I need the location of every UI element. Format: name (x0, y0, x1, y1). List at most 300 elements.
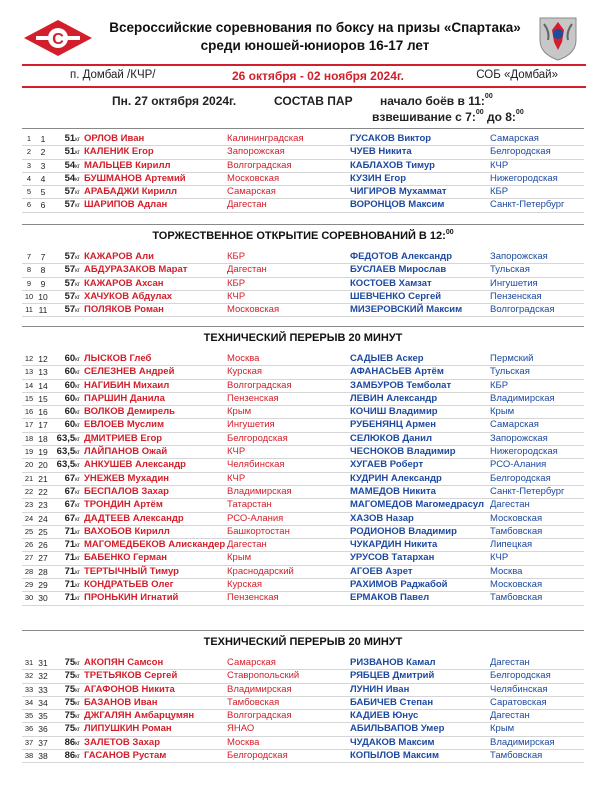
bout-row (22, 278, 584, 291)
red-corner-region: КБР (227, 251, 246, 262)
bout-index: 20 (24, 460, 34, 470)
blue-corner-region: Санкт-Петербург (490, 485, 565, 497)
bout-number: 8 (40, 265, 46, 276)
red-corner-boxer: БАБЕНКО Герман (84, 552, 167, 564)
bout-row (22, 366, 584, 379)
bout-index: 38 (24, 751, 34, 761)
blue-corner-boxer: БАБИЧЕВ Степан (350, 696, 434, 708)
event-dates: 26 октября - 02 ноября 2024г. (232, 69, 404, 83)
blue-corner-boxer: ЛУНИН Иван (350, 683, 410, 695)
weight-class: 63,5кг (56, 446, 80, 458)
bout-row (22, 186, 584, 199)
blue-corner-region: РСО-Алания (490, 459, 547, 471)
title-line-1: Всероссийские соревнования по боксу на призы «Спартака» (109, 20, 521, 35)
bout-index: 18 (24, 433, 34, 443)
red-corner-region: Белгородская (227, 432, 288, 444)
red-corner-boxer: ДМИТРИЕВ Егор (84, 432, 163, 444)
red-corner-region: Крым (227, 552, 252, 564)
blue-corner-region: Московская (490, 579, 543, 591)
bout-number: 24 (38, 513, 48, 524)
blue-corner-boxer: ЧУКАРДИН Никита (350, 539, 438, 551)
federation-emblem-icon (534, 10, 582, 62)
red-corner-region: Татарстан (227, 499, 272, 511)
bout-index: 19 (24, 447, 34, 457)
bout-index: 14 (24, 380, 34, 390)
red-corner-boxer: ОРЛОВ Иван (84, 133, 145, 144)
weight-class: 60кг (64, 379, 80, 391)
bout-number: 19 (38, 447, 48, 458)
bout-number: 28 (38, 566, 48, 577)
red-corner-region: Волгоградская (227, 379, 292, 391)
blue-corner-boxer: АГОЕВ Азрет (350, 565, 413, 577)
red-corner-boxer: КАЖАРОВ Али (84, 251, 154, 262)
red-corner-boxer: ПОЛЯКОВ Роман (84, 304, 164, 316)
bout-index: 22 (24, 486, 34, 496)
blue-corner-region: Крым (490, 406, 515, 418)
blue-corner-boxer: КОПЫЛОВ Максим (350, 750, 439, 762)
red-corner-region: Пензенская (227, 392, 279, 404)
blue-corner-region: Дагестан (490, 499, 530, 511)
bout-row (22, 566, 584, 579)
blue-corner-region: КЧР (490, 552, 509, 564)
weight-class: 54кг (64, 159, 80, 171)
blue-corner-boxer: КУЗИН Егор (350, 172, 406, 184)
blue-corner-region: Белгородская (490, 146, 551, 158)
blue-corner-boxer: ФЕДОТОВ Александр (350, 251, 452, 262)
bout-index: 7 (26, 252, 32, 261)
bout-index: 17 (24, 420, 34, 430)
weight-class: 75кг (64, 723, 80, 735)
bout-number: 37 (38, 737, 48, 748)
red-corner-boxer: ЕВЛОЕВ Муслим (84, 419, 164, 431)
red-corner-region: Челябинская (227, 459, 285, 471)
blue-corner-boxer: ХАЗОВ Назар (350, 512, 414, 524)
red-corner-region: Калининградская (227, 133, 304, 144)
red-corner-boxer: ЛИПУШКИН Роман (84, 723, 172, 735)
bout-number: 27 (38, 553, 48, 564)
red-corner-boxer: АКОПЯН Самсон (84, 657, 164, 668)
red-corner-region: ЯНАО (227, 723, 255, 735)
red-corner-boxer: СЕЛЕЗНЕВ Андрей (84, 366, 175, 378)
blue-corner-boxer: КУДРИН Александр (350, 472, 442, 484)
bout-row (22, 304, 584, 317)
red-corner-region: Владимирская (227, 485, 292, 497)
bout-index: 25 (24, 526, 34, 536)
bout-index: 6 (26, 200, 32, 210)
bout-number: 9 (40, 278, 46, 289)
weight-class: 60кг (64, 392, 80, 404)
blue-corner-boxer: ЧИГИРОВ Мухаммат (350, 186, 447, 198)
blue-corner-boxer: РЯБЦЕВ Дмитрий (350, 670, 435, 682)
bout-row (22, 579, 584, 592)
bout-row (22, 526, 584, 539)
divider (22, 630, 584, 631)
pairs-title: СОСТАВ ПАР (274, 94, 353, 108)
bout-index: 12 (24, 354, 34, 363)
blue-corner-boxer: АФАНАСЬЕВ Артём (350, 366, 444, 378)
bout-number: 13 (38, 367, 48, 378)
red-corner-region: КЧР (227, 472, 246, 484)
red-corner-boxer: АБДУРАЗАКОВ Марат (84, 264, 188, 276)
bout-number: 32 (38, 671, 48, 682)
weight-class: 71кг (64, 579, 80, 591)
blue-corner-boxer: КАБЛАХОВ Тимур (350, 159, 435, 171)
weight-class: 60кг (64, 419, 80, 431)
bout-row (22, 406, 584, 419)
bouts-table-1 (22, 133, 584, 213)
bout-index: 23 (24, 500, 34, 510)
weight-class: 71кг (64, 539, 80, 551)
weight-class: 57кг (64, 277, 80, 289)
red-corner-region: Курская (227, 579, 263, 591)
divider (22, 224, 584, 225)
weight-class: 51кг (64, 146, 80, 158)
bout-index: 3 (26, 160, 32, 170)
red-corner-boxer: ДЖГАЛЯН Амбарцумян (84, 710, 195, 722)
red-corner-region: Башкортостан (227, 525, 290, 537)
red-corner-region: Ставропольский (227, 670, 300, 682)
blue-corner-region: Нижегородская (490, 446, 558, 458)
red-corner-region: КБР (227, 277, 246, 289)
bout-number: 17 (38, 420, 48, 431)
blue-corner-region: КЧР (490, 159, 509, 171)
event-location: п. Домбай /КЧР/ (70, 69, 156, 81)
blue-corner-boxer: ЧУДАКОВ Максим (350, 736, 435, 748)
bout-number: 7 (40, 252, 46, 262)
weigh-in-time: взвешивание с 7:$^{00}$ до 8:$^{00}$ (372, 109, 524, 124)
bout-row (22, 160, 584, 173)
bout-index: 27 (24, 553, 34, 563)
bout-number: 26 (38, 540, 48, 551)
red-corner-region: Дагестан (227, 264, 267, 276)
weight-class: 75кг (64, 657, 80, 668)
bout-index: 9 (26, 278, 32, 288)
weight-class: 57кг (64, 199, 80, 211)
bout-index: 29 (24, 580, 34, 590)
blue-corner-boxer: АБИЛЬВАПОВ Умер (350, 723, 445, 735)
weight-class: 51кг (64, 133, 80, 144)
bout-row (22, 419, 584, 432)
bout-index: 21 (24, 473, 34, 483)
bout-number: 18 (38, 433, 48, 444)
weight-class: 60кг (64, 406, 80, 418)
bout-row (22, 592, 584, 605)
bout-row (22, 737, 584, 750)
bout-row (22, 446, 584, 459)
bout-number: 1 (40, 134, 46, 144)
blue-corner-boxer: БУСЛАЕВ Мирослав (350, 264, 447, 276)
red-corner-boxer: ХАЧУКОВ Абдулах (84, 290, 173, 302)
red-corner-boxer: УНЕЖЕВ Мухадин (84, 472, 170, 484)
blue-corner-boxer: КОЧИШ Владимир (350, 406, 438, 418)
section-heading-break-2: ТЕХНИЧЕСКИЙ ПЕРЕРЫВ 20 МИНУТ (203, 636, 403, 648)
bout-row (22, 539, 584, 552)
bout-row (22, 251, 584, 264)
weight-class: 75кг (64, 710, 80, 722)
red-corner-region: Запорожская (227, 146, 285, 158)
bout-number: 21 (38, 473, 48, 484)
blue-corner-boxer: ШЕВЧЕНКО Сергей (350, 290, 442, 302)
bout-row (22, 723, 584, 736)
red-corner-region: Волгоградская (227, 159, 292, 171)
bout-row (22, 459, 584, 472)
bout-row (22, 670, 584, 683)
bout-index: 5 (26, 187, 32, 197)
red-corner-boxer: ТЕРТЫЧНЫЙ Тимур (84, 565, 179, 577)
blue-corner-region: КБР (490, 186, 509, 198)
bout-number: 10 (38, 291, 48, 302)
bout-number: 34 (38, 697, 48, 708)
blue-corner-boxer: РОДИОНОВ Владимир (350, 525, 457, 537)
blue-corner-region: Запорожская (490, 432, 548, 444)
bout-number: 3 (40, 160, 46, 171)
red-corner-region: Краснодарский (227, 565, 294, 577)
blue-corner-region: Запорожская (490, 251, 548, 262)
blue-corner-region: Владимирская (490, 736, 555, 748)
svg-text:С: С (52, 31, 64, 48)
spartak-logo (22, 18, 94, 58)
divider (22, 326, 584, 327)
blue-corner-boxer: ЧЕСНОКОВ Владимир (350, 446, 456, 458)
bout-number: 36 (38, 724, 48, 735)
bout-index: 26 (24, 540, 34, 550)
bout-row (22, 486, 584, 499)
red-corner-boxer: АРАБАДЖИ Кирилл (84, 186, 178, 198)
start-time: начало боёв в 11:$^{00}$ (380, 93, 493, 108)
blue-corner-region: Москва (490, 565, 523, 577)
bout-number: 31 (38, 658, 48, 668)
red-corner-region: Самарская (227, 657, 276, 668)
red-corner-region: Белгородская (227, 750, 288, 762)
red-corner-region: Курская (227, 366, 263, 378)
blue-corner-region: Московская (490, 512, 543, 524)
red-corner-boxer: ТРОНДИН Артём (84, 499, 163, 511)
blue-corner-region: Самарская (490, 133, 539, 144)
blue-corner-boxer: ГУСАКОВ Виктор (350, 133, 432, 144)
weight-class: 67кг (64, 472, 80, 484)
bout-index: 37 (24, 737, 34, 747)
blue-corner-region: Пермский (490, 353, 534, 364)
blue-corner-boxer: РАХИМОВ Раджабой (350, 579, 448, 591)
bout-index: 16 (24, 407, 34, 417)
red-corner-region: Пензенская (227, 592, 279, 604)
bout-number: 14 (38, 380, 48, 391)
weight-class: 71кг (64, 552, 80, 564)
red-corner-boxer: КОНДРАТЬЕВ Олег (84, 579, 174, 591)
blue-corner-boxer: КОСТОЕВ Хамзат (350, 277, 432, 289)
blue-corner-region: Ингушетия (490, 277, 538, 289)
bout-number: 6 (40, 200, 46, 211)
bout-row (22, 264, 584, 277)
blue-corner-region: Крым (490, 723, 515, 735)
blue-corner-boxer: ХУГАЕВ Роберт (350, 459, 424, 471)
bout-row (22, 513, 584, 526)
weight-class: 57кг (64, 304, 80, 316)
red-corner-boxer: ТРЕТЬЯКОВ Сергей (84, 670, 178, 682)
blue-corner-boxer: ВОРОНЦОВ Максим (350, 199, 445, 211)
red-corner-boxer: ВАХОБОВ Кирилл (84, 525, 170, 537)
bout-row (22, 353, 584, 366)
weight-class: 57кг (64, 290, 80, 302)
red-corner-region: Московская (227, 172, 280, 184)
bout-row (22, 684, 584, 697)
blue-corner-region: Владимирская (490, 392, 555, 404)
red-corner-boxer: АНКУШЕВ Александр (84, 459, 186, 471)
blue-corner-boxer: ЧУЕВ Никита (350, 146, 412, 158)
red-corner-region: Дагестан (227, 199, 267, 211)
weight-class: 67кг (64, 485, 80, 497)
blue-corner-boxer: СЕЛЮКОВ Данил (350, 432, 433, 444)
red-corner-boxer: ДАДТЕЕВ Александр (84, 512, 184, 524)
blue-corner-region: Тульская (490, 366, 530, 378)
bout-index: 28 (24, 566, 34, 576)
red-corner-region: Самарская (227, 186, 276, 198)
red-corner-region: Волгоградская (227, 710, 292, 722)
red-corner-boxer: ЛАЙПАНОВ Ожай (84, 446, 168, 458)
bout-index: 36 (24, 724, 34, 734)
bout-index: 10 (24, 291, 34, 301)
bout-row (22, 697, 584, 710)
bout-number: 29 (38, 580, 48, 591)
red-corner-boxer: НАГИБИН Михаил (84, 379, 170, 391)
section-heading-break-1: ТЕХНИЧЕСКИЙ ПЕРЕРЫВ 20 МИНУТ (203, 332, 403, 344)
red-corner-boxer: ШАРИПОВ Адлан (84, 199, 168, 211)
bout-row (22, 499, 584, 512)
bout-number: 33 (38, 684, 48, 695)
blue-corner-region: Волгоградская (490, 304, 555, 316)
bout-number: 30 (38, 593, 48, 604)
blue-corner-region: Тамбовская (490, 750, 543, 762)
red-corner-region: Дагестан (227, 539, 267, 551)
red-corner-region: Москва (227, 353, 260, 364)
bout-row (22, 552, 584, 565)
blue-corner-region: Белгородская (490, 670, 551, 682)
bout-row (22, 433, 584, 446)
bout-number: 2 (40, 147, 46, 158)
red-corner-boxer: ПАРШИН Данила (84, 392, 165, 404)
blue-corner-region: Белгородская (490, 472, 551, 484)
bout-row (22, 146, 584, 159)
bout-row (22, 199, 584, 212)
red-corner-region: КЧР (227, 446, 246, 458)
event-venue: СОБ «Домбай» (476, 69, 558, 81)
bouts-table-4 (22, 657, 584, 763)
bout-index: 34 (24, 697, 34, 707)
blue-corner-region: Пензенская (490, 290, 542, 302)
day-date: Пн. 27 октября 2024г. (112, 94, 237, 108)
blue-corner-boxer: ЗАМБУРОВ Темболат (350, 379, 452, 391)
bout-number: 12 (38, 354, 48, 364)
red-corner-boxer: БАЗАНОВ Иван (84, 696, 158, 708)
bout-index: 4 (26, 173, 32, 183)
blue-corner-boxer: МАГОМЕДОВ Магомедрасул (350, 499, 485, 511)
blue-corner-boxer: САДЫЕВ Аскер (350, 353, 424, 364)
red-corner-boxer: ЗАЛЕТОВ Захар (84, 736, 160, 748)
weight-class: 71кг (64, 525, 80, 537)
blue-corner-region: Нижегородская (490, 172, 558, 184)
bout-index: 33 (24, 684, 34, 694)
blue-corner-region: Дагестан (490, 710, 530, 722)
bout-number: 22 (38, 486, 48, 497)
weight-class: 71кг (64, 592, 80, 604)
red-corner-boxer: МАГОМЕДБЕКОВ Алискандер (84, 539, 226, 551)
weight-class: 86кг (64, 736, 80, 748)
red-corner-boxer: ПРОНЬКИН Игнатий (84, 592, 179, 604)
bouts-table-3 (22, 353, 584, 606)
bout-index: 35 (24, 711, 34, 721)
blue-corner-region: Саратовская (490, 696, 547, 708)
bout-row (22, 750, 584, 763)
weight-class: 57кг (64, 251, 80, 262)
red-corner-boxer: БЕСПАЛОВ Захар (84, 485, 169, 497)
blue-corner-boxer: МИЗЕРОВСКИЙ Максим (350, 304, 463, 316)
weight-class: 63,5кг (56, 432, 80, 444)
blue-corner-region: Липецкая (490, 539, 533, 551)
weight-class: 63,5кг (56, 459, 80, 471)
bout-number: 38 (38, 751, 48, 762)
red-corner-boxer: ЛЫСКОВ Глеб (84, 353, 152, 364)
bout-row (22, 473, 584, 486)
section-heading-opening: ТОРЖЕСТВЕННОЕ ОТКРЫТИЕ СОРЕВНОВАНИЙ В 12:$^{00}$ (152, 229, 454, 242)
bout-index: 13 (24, 367, 34, 377)
red-corner-region: Ингушетия (227, 419, 275, 431)
red-corner-boxer: БУШМАНОВ Артемий (84, 172, 186, 184)
blue-corner-boxer: ЕРМАКОВ Павел (350, 592, 430, 604)
bout-row (22, 710, 584, 723)
blue-corner-region: Тульская (490, 264, 530, 276)
bout-number: 11 (38, 305, 48, 316)
blue-corner-boxer: РИЗВАНОВ Камал (350, 657, 436, 668)
bout-row (22, 393, 584, 406)
red-corner-region: Владимирская (227, 683, 292, 695)
blue-corner-boxer: УРУСОВ Татархан (350, 552, 435, 564)
bout-row (22, 380, 584, 393)
red-corner-region: Тамбовская (227, 696, 280, 708)
weight-class: 57кг (64, 264, 80, 276)
weight-class: 54кг (64, 172, 80, 184)
weight-class: 67кг (64, 512, 80, 524)
bout-index: 30 (24, 593, 34, 603)
header (0, 0, 606, 88)
blue-corner-boxer: РУБЕНЯНЦ Армен (350, 419, 437, 431)
bout-index: 15 (24, 393, 34, 403)
blue-corner-region: Самарская (490, 419, 539, 431)
red-corner-region: Крым (227, 406, 252, 418)
divider (22, 128, 584, 129)
event-info-bar (22, 64, 586, 88)
bout-index: 8 (26, 265, 32, 275)
bout-number: 25 (38, 526, 48, 537)
bout-index: 1 (26, 134, 32, 143)
weight-class: 57кг (64, 186, 80, 198)
title-line-2: среди юношей-юниоров 16-17 лет (200, 38, 430, 53)
blue-corner-region: Челябинская (490, 683, 548, 695)
bout-number: 4 (40, 173, 46, 184)
bout-number: 5 (40, 187, 46, 198)
red-corner-boxer: КАЖАРОВ Ахсан (84, 277, 164, 289)
weight-class: 75кг (64, 696, 80, 708)
weight-class: 75кг (64, 670, 80, 682)
blue-corner-region: Санкт-Петербург (490, 199, 565, 211)
red-corner-region: КЧР (227, 290, 246, 302)
bout-row (22, 291, 584, 304)
weight-class: 71кг (64, 565, 80, 577)
bouts-table-2 (22, 251, 584, 317)
blue-corner-boxer: КАДИЕВ Юнус (350, 710, 419, 722)
blue-corner-boxer: ЛЕВИН Александр (350, 392, 438, 404)
bout-index: 2 (26, 147, 32, 157)
bout-number: 16 (38, 407, 48, 418)
